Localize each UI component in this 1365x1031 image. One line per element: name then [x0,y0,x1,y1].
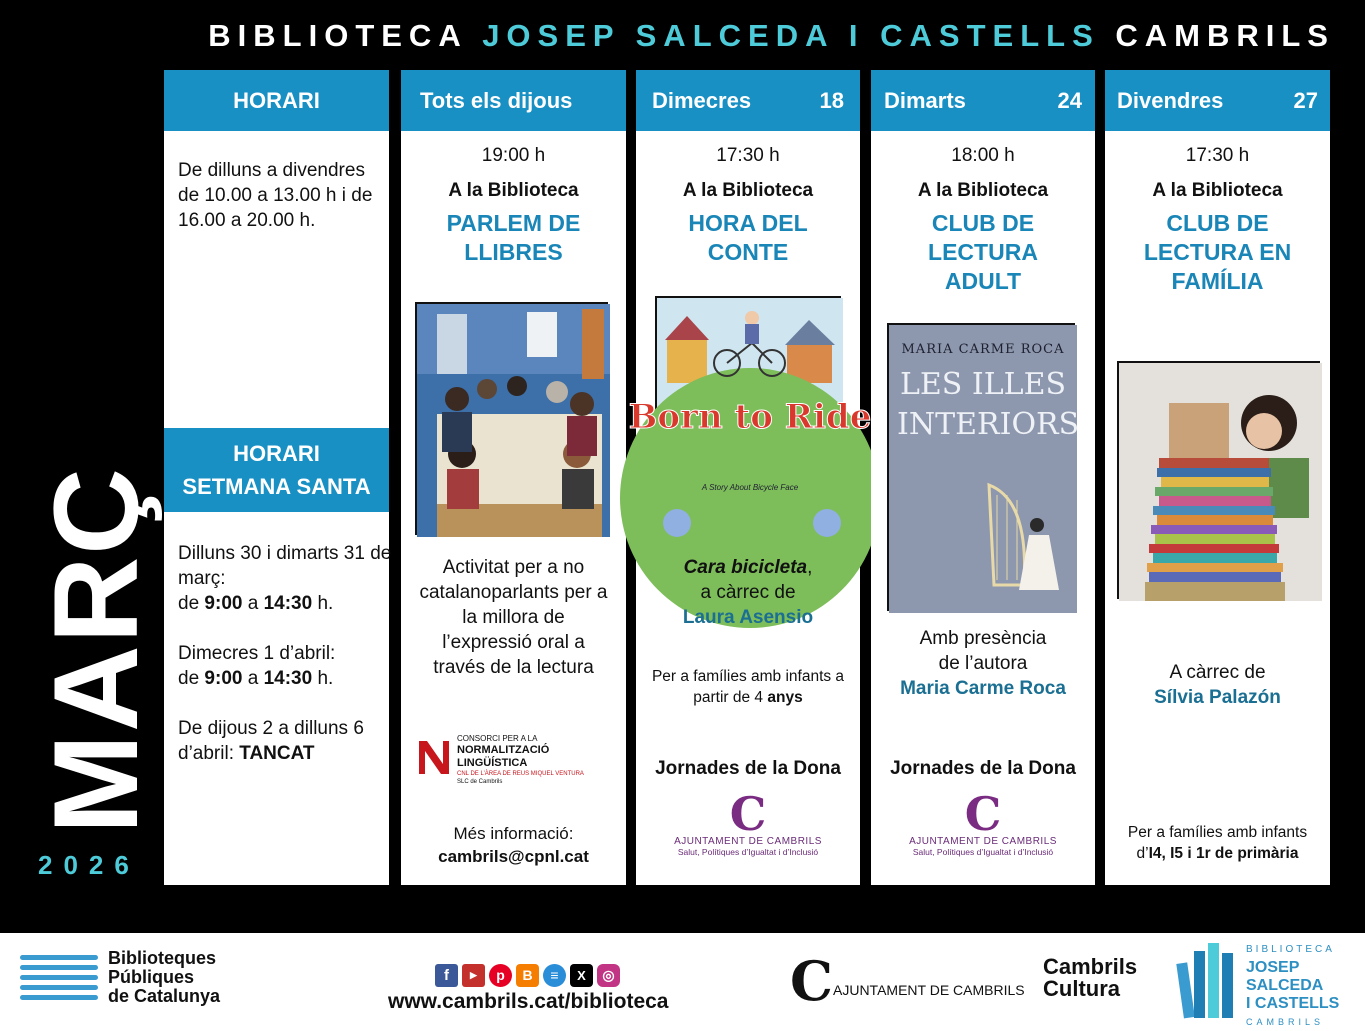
event-header: Dimarts 24 [871,70,1095,131]
event-title: HORA DEL CONTE [688,210,808,265]
event-header: Tots els dijous [401,70,626,131]
event-column-friday [1105,70,1330,885]
event-place: A la Biblioteca [448,180,579,201]
event-time: 19:00 h [481,145,546,166]
event-place: A la Biblioteca [682,180,814,201]
book-title-text: Born to Ride [628,397,872,437]
ajuntament-footer-logo: C AJUNTAMENT DE CAMBRILS [790,949,1025,1013]
ajuntament-logo: C AJUNTAMENT DE CAMBRILS Salut, Polítiques d’Igualtat i d’Inclusió [909,787,1057,857]
event-series: Jornades de la Dona [655,758,841,779]
event-title: CLUB DE LECTURA ADULT [928,210,1038,294]
event-description: Cara bicicleta, a càrrec de Laura Asensio [682,557,814,628]
ajuntament-logo: C AJUNTAMENT DE CAMBRILS Salut, Polítiques d’Igualtat i d’Inclusió [674,787,822,857]
event-time: 18:00 h [951,145,1015,166]
storyteller-photo [1117,361,1320,599]
month-label: MARÇ [29,466,163,834]
cambrils-cultura-logo: Cambrils Cultura [1043,954,1138,1001]
group-photo [415,302,608,535]
website-link[interactable]: www.cambrils.cat/biblioteca [388,990,669,1013]
event-header: Divendres 27 [1105,70,1330,131]
bpc-icon [20,953,100,1001]
event-time: 17:30 h [1185,145,1250,166]
bpc-logo: Biblioteques Públiques de Catalunya [20,949,240,1009]
x-icon[interactable]: X [570,964,593,987]
svg-text:A Story About Bicycle Face: A Story About Bicycle Face [701,483,799,492]
event-description: A càrrec de Sílvia Palazón [1154,662,1281,708]
svg-text:MARIA CARME ROCA: MARIA CARME ROCA [901,342,1065,357]
instagram-icon[interactable]: ◎ [597,964,620,987]
event-place: A la Biblioteca [1152,180,1283,201]
year-label: 2026 [38,850,140,880]
more-info: Més informació: cambrils@cpnl.cat [438,824,589,866]
event-place: A la Biblioteca [917,180,1049,201]
easter-schedule-header: HORARI SETMANA SANTA [164,428,389,512]
cpnl-logo: CONSORCI PER A LA NORMALITZACIÓ LINGÜÍSTICA CNL DE L’ÀREA DE REUS MIQUEL VENTURA SLC de Cambrils [417,734,607,794]
social-icons [435,964,620,987]
pinterest-icon[interactable]: p [489,964,512,987]
ajuntament-c-icon: C [790,949,833,1013]
event-header: Dimecres 18 [636,70,860,131]
footer [0,933,1365,1027]
easter-schedule-text: Dilluns 30 i dimarts 31 de març: de 9:00 a 14:30 h. Dimecres 1 d’abril: de 9:00 a 14:30 h. De dijous 2 a dilluns 6 d’abril: TANCAT [178,543,392,764]
schedule-text: De dilluns a divendres de 10.00 a 13.00 h i de 16.00 a 20.00 h. [178,160,373,231]
books-icon [1176,943,1236,1018]
book-title-text: LES ILLES INTERIORS [897,367,1080,442]
blogger-icon[interactable]: B [516,964,539,987]
book-cover-born-to-ride [628,296,872,535]
event-series: Jornades de la Dona [890,758,1076,779]
facebook-icon[interactable]: f [435,964,458,987]
event-time: 17:30 h [716,145,780,166]
schedule-header: HORARI [164,70,389,131]
event-description: Amb presència de l’autora Maria Carme Roca [900,628,1066,699]
event-column-tuesday [871,70,1095,885]
event-title: CLUB DE LECTURA EN FAMÍLIA [1143,210,1292,294]
book-cover-les-illes-interiors [887,323,1080,611]
event-description: Activitat per a no catalanoparlants per a la millora de l’expressió oral a través de la lectura [419,557,608,678]
issuu-icon[interactable]: ≡ [543,964,566,987]
event-title: PARLEM DE LLIBRES [446,210,581,265]
event-column-wednesday [628,70,872,885]
biblioteca-logo: BIBLIOTECA JOSEP SALCEDA I CASTELLS CAMBRILS [1176,941,1356,1021]
event-audience: Per a famílies amb infants a partir de 4 anys [651,668,845,706]
event-column-thursday [401,70,626,885]
page-title: BIBLIOTECA JOSEP SALCEDA I CASTELLS CAMBRILS [208,18,1335,53]
schedule-column [164,70,392,885]
youtube-icon[interactable]: ▶ [462,964,485,987]
cpnl-icon [417,736,457,776]
event-audience: Per a famílies amb infants d’I4, I5 i 1r de primària [1127,824,1308,862]
